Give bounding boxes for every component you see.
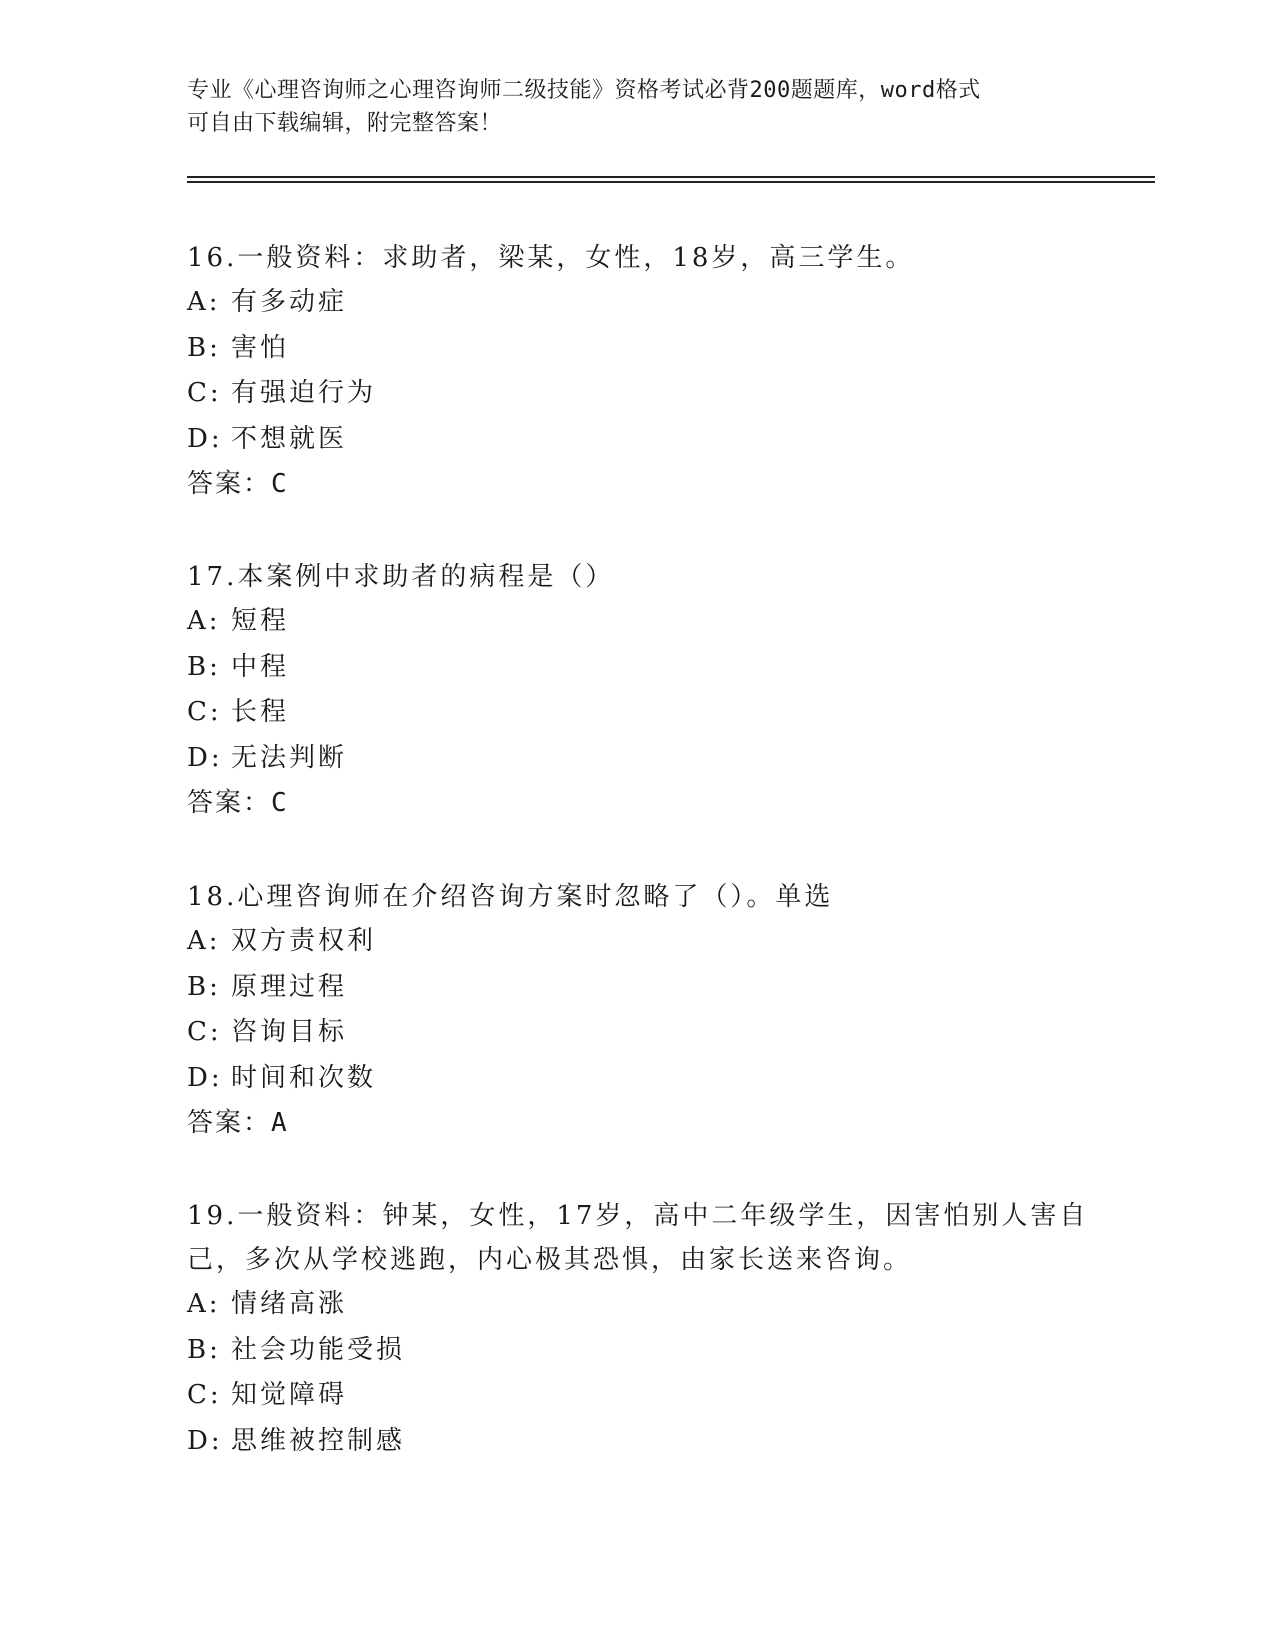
option-c [187,1010,1087,1056]
option-text: 社会功能受损 [231,1334,406,1365]
question-18 [187,875,1087,1147]
header-divider [187,181,1155,183]
option-letter: D: [187,1062,223,1093]
option-text: 无法判断 [231,742,348,773]
option-d [187,1056,1087,1102]
option-a [187,919,1087,965]
option-letter: C: [187,378,222,408]
option-letter: B: [187,651,221,682]
option-d [187,417,1087,463]
option-text: 知觉障碍 [231,1380,348,1410]
option-letter: B: [187,332,221,363]
question-stem [187,875,1087,919]
question-stem [187,555,1087,599]
option-text: 不想就医 [231,423,348,454]
option-text: 双方责权利 [231,926,377,956]
header-line: 可自由下载编辑，附完整答案！ [187,111,503,136]
answer-line [187,1101,1087,1147]
option-letter: D: [187,742,223,773]
option-text: 时间和次数 [231,1062,377,1093]
question-stem-line: 16.一般资料：求助者，梁某，女性，18岁，高三学生。 [187,243,915,273]
option-letter: D: [187,1425,223,1456]
option-letter: A: [187,287,221,317]
document-header [187,74,1067,140]
option-b [187,1328,1087,1374]
option-letter: B: [187,1334,221,1365]
option-c [187,1373,1087,1419]
answer-label: 答案： [187,788,272,818]
answer-label: 答案： [187,1108,272,1138]
answer-line [187,462,1087,508]
header-divider [187,176,1155,178]
option-d [187,736,1087,782]
question-stem [187,236,1087,280]
option-text: 原理过程 [231,971,348,1002]
question-stem-line: 己，多次从学校逃跑，内心极其恐惧，由家长送来咨询。 [187,1245,913,1275]
answer-line [187,781,1087,827]
option-text: 害怕 [231,332,290,363]
option-text: 长程 [231,697,290,727]
option-letter: C: [187,697,222,727]
answer-value: C [271,788,289,818]
option-c [187,371,1087,417]
question-stem-line: 18.心理咨询师在介绍咨询方案时忽略了（）。单选 [187,882,834,912]
option-letter: C: [187,1380,222,1410]
answer-value: C [271,469,289,499]
option-a [187,599,1087,645]
option-letter: C: [187,1017,222,1047]
option-text: 有多动症 [231,287,348,317]
option-d [187,1419,1087,1465]
answer-value: A [271,1108,289,1138]
option-text: 短程 [231,606,290,636]
option-b [187,326,1087,372]
option-text: 有强迫行为 [231,378,377,408]
option-text: 情绪高涨 [231,1289,348,1319]
option-c [187,690,1087,736]
option-letter: D: [187,423,223,454]
option-text: 中程 [231,651,290,682]
question-stem [187,1194,1087,1282]
option-a [187,1282,1087,1328]
question-stem-line: 19.一般资料：钟某，女性，17岁，高中二年级学生，因害怕别人害自 [187,1201,1089,1231]
option-b [187,645,1087,691]
question-17 [187,555,1087,827]
option-text: 咨询目标 [231,1017,348,1047]
option-letter: A: [187,606,221,636]
option-text: 思维被控制感 [231,1425,406,1456]
option-a [187,280,1087,326]
question-16 [187,236,1087,508]
answer-label: 答案： [187,469,272,499]
option-letter: B: [187,971,221,1002]
header-line: 专业《心理咨询师之心理咨询师二级技能》资格考试必背200题题库，word格式 [187,78,981,103]
option-letter: A: [187,1289,221,1319]
question-stem-line: 17.本案例中求助者的病程是（） [187,562,615,592]
question-19 [187,1194,1087,1464]
option-letter: A: [187,926,221,956]
option-b [187,965,1087,1011]
